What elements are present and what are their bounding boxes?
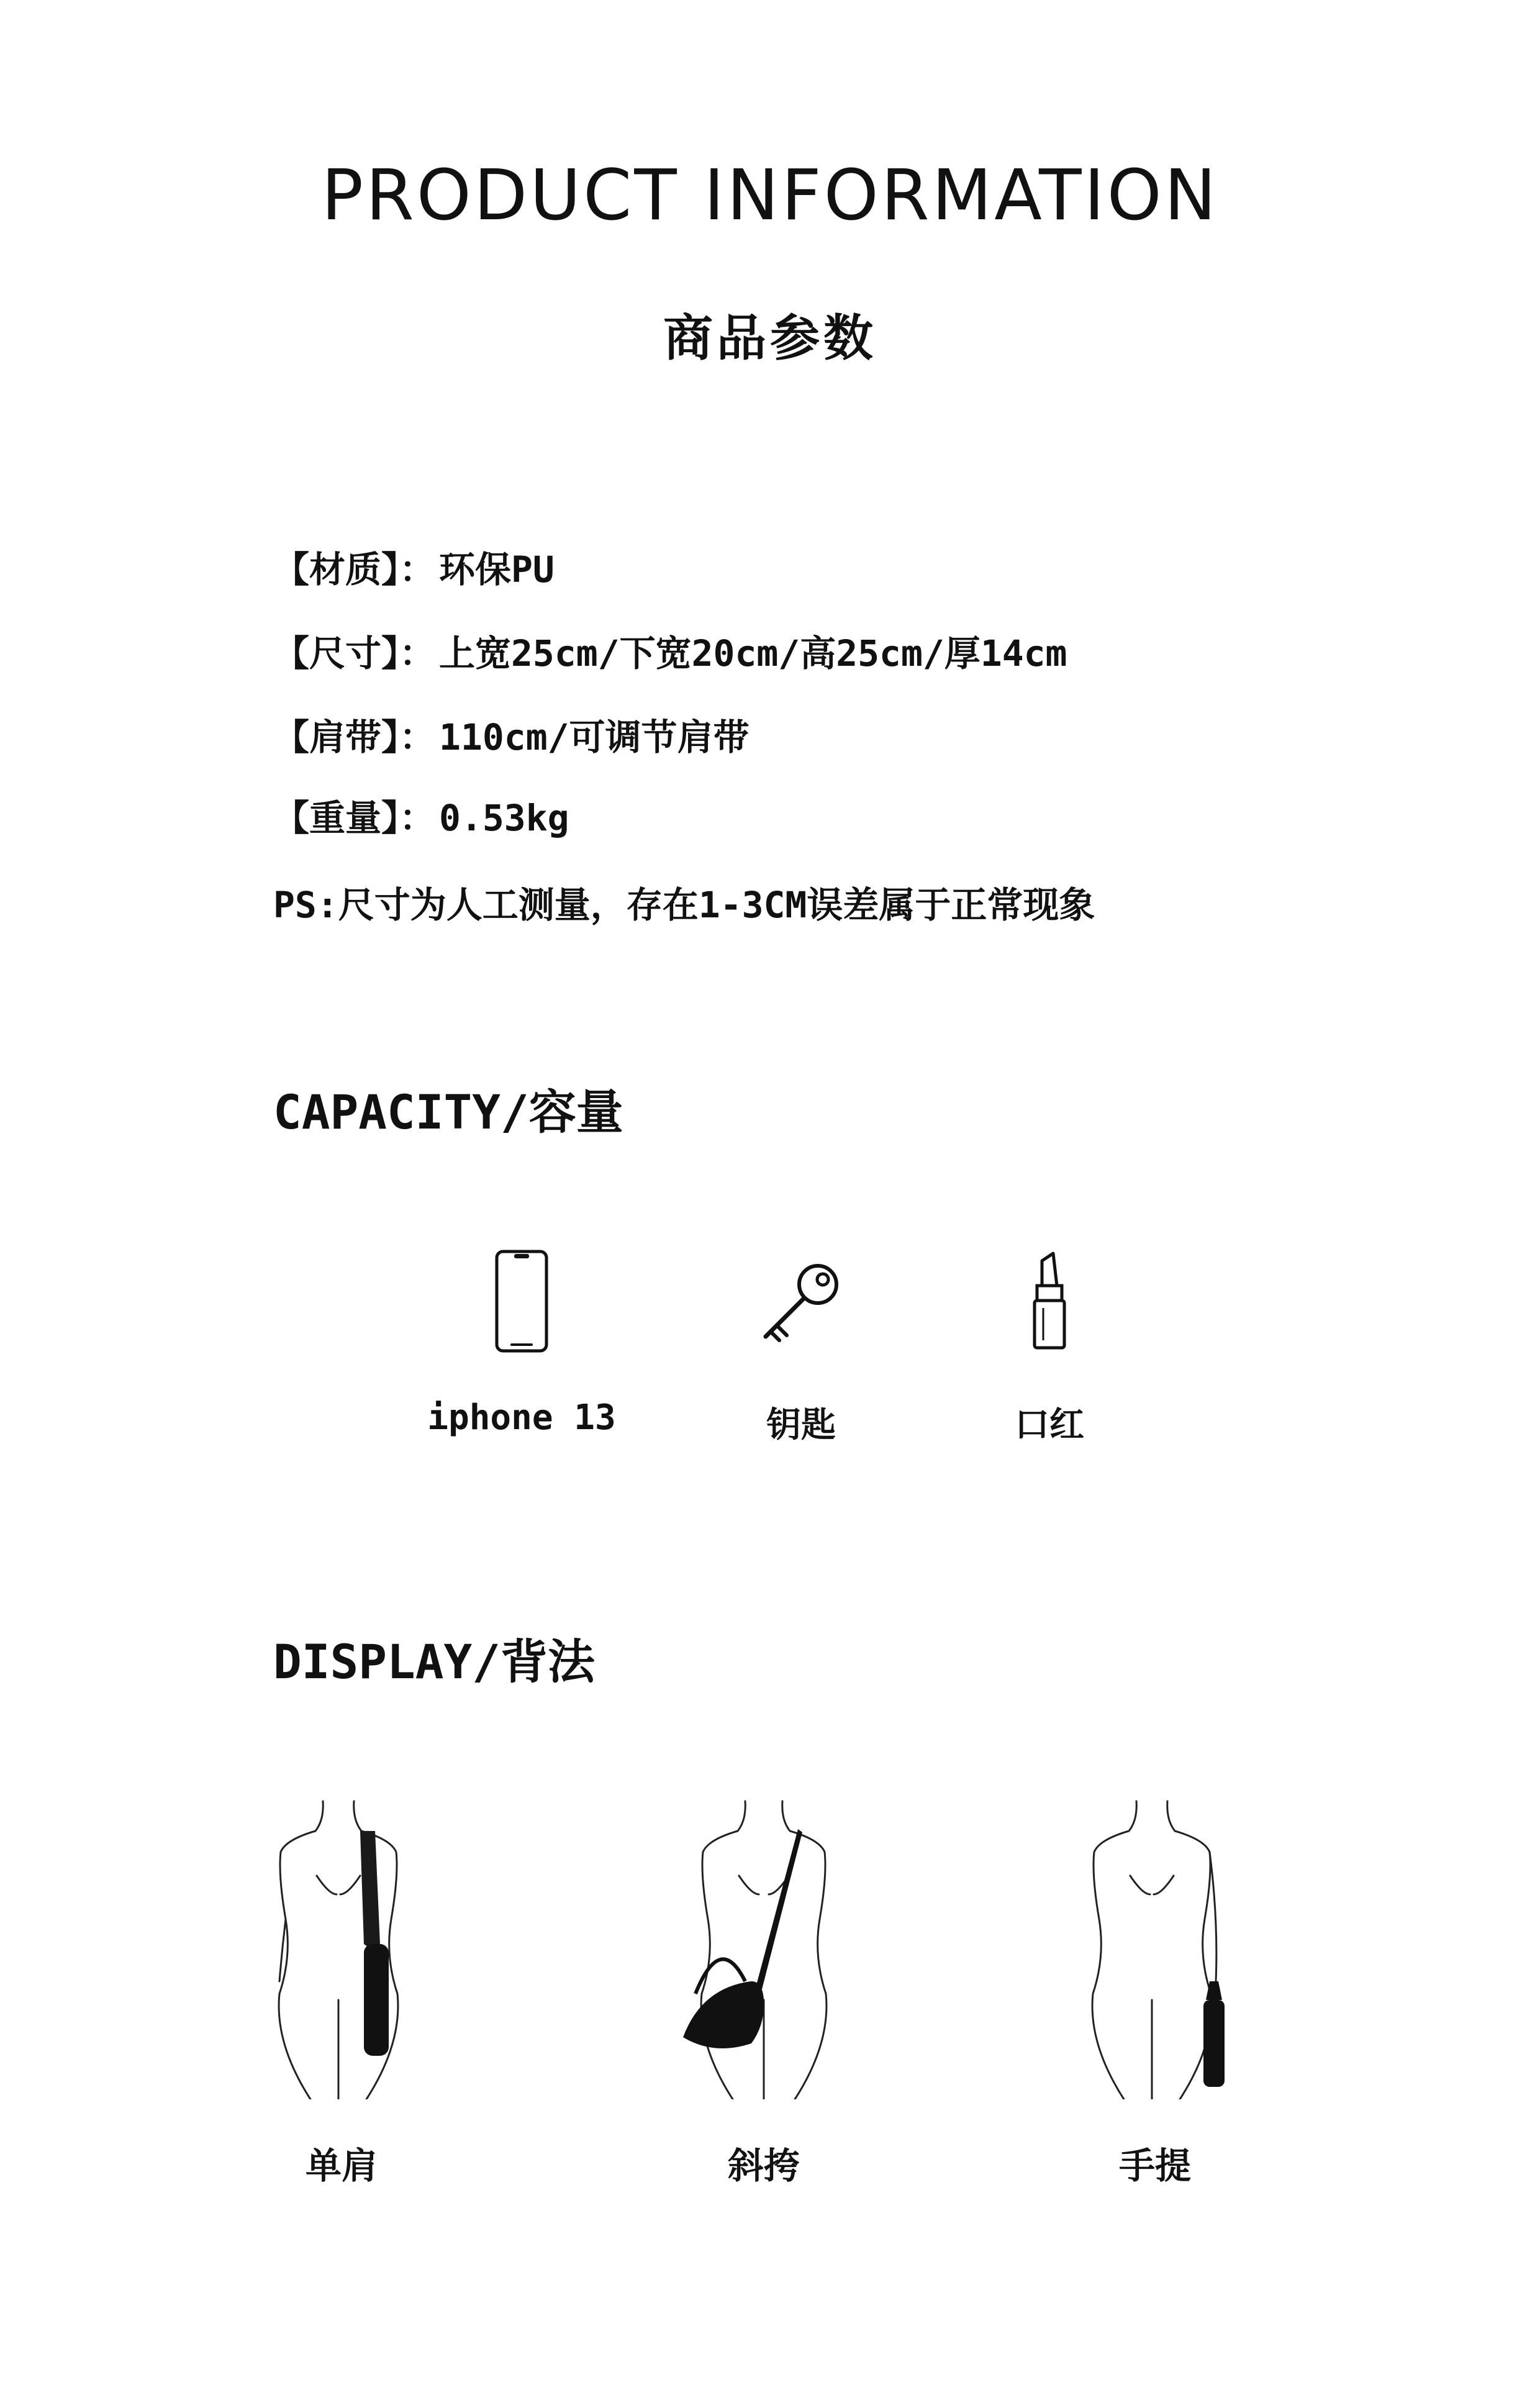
display-heading: DISPLAY/背法 xyxy=(273,1634,596,1689)
capacity-heading: CAPACITY/容量 xyxy=(273,1084,623,1140)
page-title: PRODUCT INFORMATION xyxy=(321,155,1219,236)
phone-icon xyxy=(484,1248,559,1354)
capacity-item-key xyxy=(671,1248,931,1447)
spec-strap xyxy=(273,708,750,760)
spec-material xyxy=(273,540,555,593)
display-item-shoulder xyxy=(180,1795,503,2189)
capacity-label: iphone 13 xyxy=(427,1397,616,1438)
spec-label: 【材质】： xyxy=(273,548,436,591)
display-label: 斜挎 xyxy=(727,2145,800,2187)
spec-value: 环保PU xyxy=(439,548,555,591)
spec-value: 上宽25cm/下宽20cm/高25cm/厚14cm xyxy=(439,632,1067,675)
crossbody-carry-figure xyxy=(658,1795,869,2099)
lipstick-icon xyxy=(1012,1248,1087,1354)
spec-size xyxy=(273,624,1067,676)
spec-value: 0.53kg xyxy=(439,797,569,839)
shoulder-carry-figure xyxy=(242,1795,441,2099)
key-icon xyxy=(748,1248,854,1354)
capacity-item-phone xyxy=(391,1248,652,1438)
display-label: 单肩 xyxy=(305,2145,378,2187)
spec-label: 【肩带】： xyxy=(273,716,436,758)
page-subtitle: 商品参数 xyxy=(663,309,877,367)
hand-carry-figure xyxy=(1056,1795,1254,2099)
capacity-item-lipstick xyxy=(919,1248,1180,1447)
spec-label: 【重量】： xyxy=(273,797,436,839)
capacity-label: 钥匙 xyxy=(766,1405,836,1445)
measurement-note: PS:尺寸为人工测量，存在1-3CM误差属于正常现象 xyxy=(273,884,1095,926)
spec-label: 【尺寸】： xyxy=(273,632,436,675)
spec-weight xyxy=(273,789,569,841)
display-item-hand xyxy=(994,1795,1316,2189)
capacity-label: 口红 xyxy=(1015,1405,1084,1445)
display-item-crossbody xyxy=(602,1795,925,2189)
display-label: 手提 xyxy=(1118,2145,1191,2187)
spec-value: 110cm/可调节肩带 xyxy=(439,716,750,758)
